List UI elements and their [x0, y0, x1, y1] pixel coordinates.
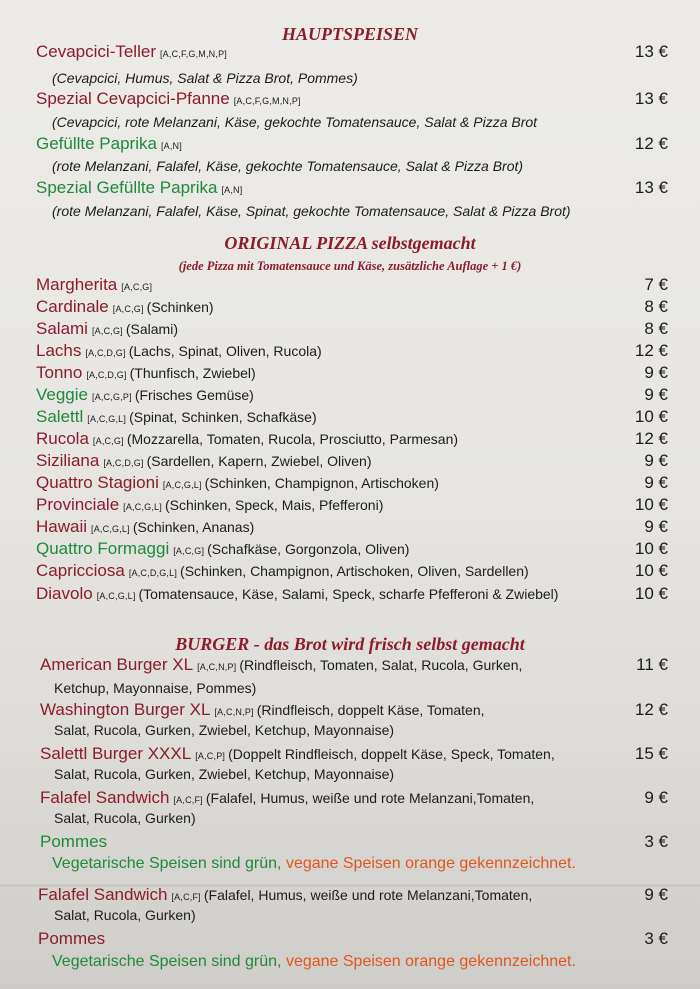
item-name: Lachs	[36, 341, 82, 360]
allergen-codes: [A,C,G,P]	[92, 392, 132, 402]
pizza-item-tonno	[36, 362, 668, 384]
menu-item-spezial-gefuellte-paprika	[36, 177, 668, 199]
allergen-codes: [A,C,D,G]	[86, 370, 127, 380]
pizza-item-quattro-formaggi	[36, 538, 668, 560]
menu-item-cevapcici-teller	[36, 41, 668, 63]
item-desc: (Doppelt Rindfleisch, doppelt Käse, Speck, Tomaten,	[228, 746, 555, 762]
pizza-item-rucola	[36, 428, 668, 450]
allergen-codes: [A,C,D,G]	[103, 458, 144, 468]
item-desc: (Schinken, Champignon, Artischoken, Oliven, Sardellen)	[180, 563, 529, 579]
item-desc: (Sardellen, Kapern, Zwiebel, Oliven)	[146, 453, 372, 469]
allergen-codes: [A,C,N,P]	[197, 662, 237, 672]
item-price: 8 €	[644, 319, 668, 338]
item-name: Quattro Stagioni	[36, 473, 159, 492]
item-detail: (rote Melanzani, Falafel, Käse, Spinat, gekochte Tomatensauce, Salat & Pizza Brot)	[52, 203, 571, 219]
allergen-codes: [A,C,G]	[91, 326, 123, 336]
item-desc: (Schinken, Speck, Mais, Pfefferoni)	[164, 497, 384, 513]
repeat-item-falafel	[38, 884, 668, 906]
item-price: 9 €	[644, 885, 668, 904]
item-name: Falafel Sandwich	[38, 885, 168, 904]
item-name: Pommes	[40, 832, 108, 851]
item-detail: Salat, Rucola, Gurken, Zwiebel, Ketchup, Mayonnaise)	[54, 766, 395, 782]
allergen-codes: [A,N]	[221, 185, 243, 195]
allergen-codes: [A,C,G,L]	[91, 524, 130, 534]
burger-item-salettl	[40, 743, 668, 765]
allergen-codes: [A,C,G]	[121, 282, 153, 292]
item-price: 12 €	[634, 429, 668, 448]
item-name: Salettl Burger XXXL	[40, 744, 192, 763]
item-price: 10 €	[634, 495, 668, 514]
item-price: 9 €	[644, 385, 668, 404]
item-desc: (Mozzarella, Tomaten, Rucola, Prosciutto, Parmesan)	[126, 431, 459, 447]
item-detail: Salat, Rucola, Gurken)	[54, 907, 196, 923]
item-desc: (Spinat, Schinken, Schafkäse)	[129, 409, 317, 425]
menu-item-spezial-cevapcici-pfanne	[36, 88, 668, 110]
item-price: 3 €	[644, 832, 668, 851]
allergen-codes: [A,C,G]	[173, 546, 205, 556]
pizza-item-quattro-stagioni	[36, 472, 668, 494]
item-desc: (Thunfisch, Zwiebel)	[129, 365, 256, 381]
pizza-item-veggie	[36, 384, 668, 406]
menu-item-gefuellte-paprika	[36, 133, 668, 155]
item-price: 12 €	[634, 700, 668, 719]
item-detail: (Cevapcici, rote Melanzani, Käse, gekochte Tomatensauce, Salat & Pizza Brot	[52, 114, 538, 130]
repeat-item-pommes	[38, 928, 668, 950]
allergen-codes: [A,C,N,P]	[214, 707, 254, 717]
item-price: 9 €	[644, 451, 668, 470]
item-name: Veggie	[36, 385, 88, 404]
pizza-item-lachs	[36, 340, 668, 362]
item-desc: (Schinken, Champignon, Artischoken)	[204, 475, 439, 491]
pizza-item-salettl	[36, 406, 668, 428]
burger-item-pommes	[40, 831, 668, 853]
item-price: 9 €	[644, 788, 668, 807]
item-name: Tonno	[36, 363, 83, 382]
pizza-item-provinciale	[36, 494, 668, 516]
allergen-codes: [A,C,F]	[173, 795, 203, 805]
allergen-codes: [A,C,G]	[92, 436, 124, 446]
pizza-item-hawaii	[36, 516, 668, 538]
item-name: Cardinale	[36, 297, 109, 316]
item-price: 12 €	[634, 134, 668, 153]
item-price: 3 €	[644, 929, 668, 948]
allergen-codes: [A,C,G,L]	[87, 414, 127, 424]
item-name: Washington Burger XL	[40, 700, 211, 719]
allergen-codes: [A,C,D,G]	[85, 348, 126, 358]
item-detail: Salat, Rucola, Gurken, Zwiebel, Ketchup, Mayonnaise)	[54, 722, 395, 738]
section-title-hauptspeisen: HAUPTSPEISEN	[281, 24, 419, 44]
item-price: 9 €	[644, 517, 668, 536]
pizza-item-diavolo	[36, 583, 668, 605]
section-title-burger: BURGER - das Brot wird frisch selbst gemacht	[175, 634, 525, 654]
item-price: 9 €	[644, 363, 668, 382]
item-price: 10 €	[634, 539, 668, 558]
item-name: Salami	[36, 319, 88, 338]
legend-vegetarian: Vegetarische Speisen sind grün,	[52, 855, 282, 872]
item-desc: (Salami)	[125, 321, 178, 337]
item-name: Spezial Cevapcici-Pfanne	[36, 89, 230, 108]
legend-vegan: vegane Speisen orange gekennzeichnet.	[285, 855, 576, 872]
item-detail: (Cevapcici, Humus, Salat & Pizza Brot, Pommes)	[52, 70, 358, 86]
item-price: 15 €	[634, 744, 668, 763]
allergen-codes: [A,N]	[160, 141, 182, 151]
item-name: Cevapcici-Teller	[36, 42, 156, 61]
pizza-item-margherita	[36, 274, 668, 296]
item-name: Diavolo	[36, 584, 93, 603]
allergen-codes: [A,C,G,L]	[162, 480, 202, 490]
item-price: 13 €	[634, 42, 668, 61]
item-price: 10 €	[634, 407, 668, 426]
allergen-codes: [A,C,F,G,M,N,P]	[159, 49, 227, 59]
diet-legend	[52, 855, 576, 873]
burger-item-washington	[40, 699, 668, 721]
pizza-note: (jede Pizza mit Tomatensauce und Käse, zusätzliche Auflage + 1 €)	[178, 259, 522, 273]
item-detail: Ketchup, Mayonnaise, Pommes)	[54, 680, 257, 696]
item-desc: (Tomatensauce, Käse, Salami, Speck, scharfe Pfefferoni & Zwiebel)	[138, 586, 559, 602]
item-desc: (Schinken)	[146, 299, 214, 315]
item-name: Capricciosa	[36, 561, 125, 580]
item-desc: (Schafkäse, Gorgonzola, Oliven)	[207, 541, 410, 557]
item-price: 8 €	[644, 297, 668, 316]
item-price: 13 €	[634, 178, 668, 197]
item-desc: (Schinken, Ananas)	[132, 519, 255, 535]
item-detail: (rote Melanzani, Falafel, Käse, gekochte Tomatensauce, Salat & Pizza Brot)	[52, 158, 524, 174]
item-name: Rucola	[36, 429, 89, 448]
item-price: 13 €	[634, 89, 668, 108]
pizza-item-capricciosa	[36, 560, 668, 582]
item-desc: (Falafel, Humus, weiße und rote Melanzani,Tomaten,	[203, 887, 533, 903]
item-price: 10 €	[634, 584, 668, 603]
item-price: 7 €	[644, 275, 668, 294]
item-name: Margherita	[36, 275, 118, 294]
item-name: Quattro Formaggi	[36, 539, 170, 558]
item-name: Hawaii	[36, 517, 88, 536]
item-desc: (Lachs, Spinat, Oliven, Rucola)	[128, 343, 322, 359]
allergen-codes: [A,C,G,L]	[96, 591, 136, 601]
allergen-codes: [A,C,P]	[195, 751, 226, 761]
item-desc: (Rindfleisch, Tomaten, Salat, Rucola, Gurken,	[239, 657, 523, 673]
allergen-codes: [A,C,D,G,L]	[128, 568, 178, 578]
item-name: Falafel Sandwich	[40, 788, 170, 807]
section-title-pizza: ORIGINAL PIZZA selbstgemacht	[224, 233, 476, 253]
item-price: 11 €	[636, 655, 668, 674]
pizza-item-salami	[36, 318, 668, 340]
legend-vegetarian: Vegetarische Speisen sind grün,	[52, 953, 282, 970]
item-name: Gefüllte Paprika	[36, 134, 157, 153]
burger-item-american	[40, 654, 668, 676]
allergen-codes: [A,C,G]	[112, 304, 144, 314]
allergen-codes: [A,C,F]	[171, 892, 201, 902]
item-price: 12 €	[634, 341, 668, 360]
allergen-codes: [A,C,G,L]	[123, 502, 162, 512]
legend-vegan: vegane Speisen orange gekennzeichnet.	[285, 953, 576, 970]
item-desc: (Frisches Gemüse)	[134, 387, 254, 403]
item-name: Provinciale	[36, 495, 120, 514]
allergen-codes: [A,C,F,G,M,N,P]	[233, 96, 301, 106]
item-price: 10 €	[634, 561, 668, 580]
pizza-item-siziliana	[36, 450, 668, 472]
item-desc: (Falafel, Humus, weiße und rote Melanzani,Tomaten,	[205, 790, 535, 806]
item-name: Siziliana	[36, 451, 100, 470]
item-detail: Salat, Rucola, Gurken)	[54, 810, 196, 826]
diet-legend-repeat	[52, 953, 576, 971]
item-name: Spezial Gefüllte Paprika	[36, 178, 218, 197]
item-desc: (Rindfleisch, doppelt Käse, Tomaten,	[256, 702, 485, 718]
pizza-item-cardinale	[36, 296, 668, 318]
burger-item-falafel	[40, 787, 668, 809]
item-name: American Burger XL	[40, 655, 194, 674]
item-name: Salettl	[36, 407, 84, 426]
item-price: 9 €	[644, 473, 668, 492]
item-name: Pommes	[38, 929, 106, 948]
